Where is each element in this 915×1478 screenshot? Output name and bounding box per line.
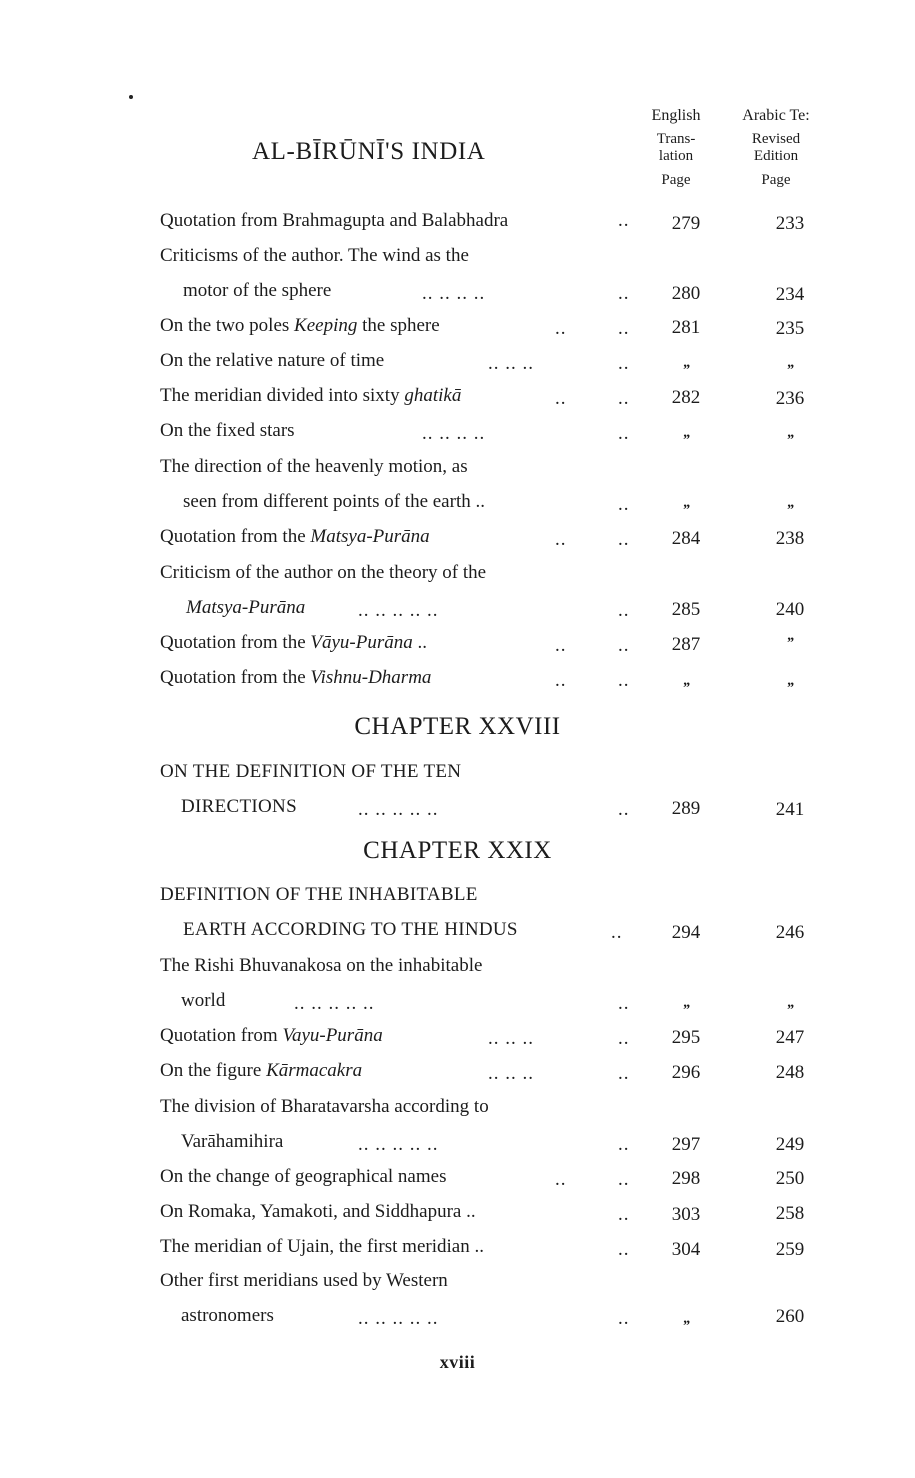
entry-text: Criticism of the author on the theory of the — [160, 562, 487, 583]
leader-dots: .. .. .. .. .. — [294, 993, 375, 1014]
english-page: 303 — [671, 1204, 701, 1225]
entry-text: On Romaka, Yamakoti, and Siddhapura .. — [160, 1201, 476, 1222]
leader-dots: .. — [618, 993, 630, 1014]
english-page-ditto: ” — [682, 362, 690, 378]
arabic-page: 241 — [775, 799, 805, 820]
column-header-english-line3: lation — [658, 148, 694, 164]
entry-text: The Rishi Bhuvanakosa on the inhabitable — [160, 955, 483, 976]
arabic-page: 240 — [775, 599, 805, 620]
arabic-page: 235 — [775, 318, 805, 339]
entry-text: The division of Bharatavarsha according to — [160, 1096, 489, 1117]
leader-dots: .. — [618, 1028, 630, 1049]
entry-text-cont: motor of the sphere — [183, 280, 332, 301]
column-header-arabic-line2: Revised — [751, 131, 801, 147]
leader-dots: .. .. .. .. — [422, 423, 486, 444]
entry-text-pre: Quotation from the — [160, 667, 311, 688]
entry-text — [160, 314, 440, 338]
column-header-arabic-line4: Page — [761, 172, 791, 188]
english-page: 295 — [671, 1027, 701, 1048]
leader-dots: .. — [618, 1308, 630, 1329]
leader-dots: .. .. .. — [488, 1028, 534, 1049]
english-page-ditto: ” — [682, 680, 690, 696]
leader-dots: .. .. .. .. .. — [358, 799, 439, 820]
english-page: 285 — [671, 599, 701, 620]
chapter-heading: CHAPTER XXIX — [363, 837, 552, 864]
entry-text: Criticisms of the author. The wind as the — [160, 245, 469, 266]
arabic-page: 259 — [775, 1239, 805, 1260]
leader-dots: .. — [618, 600, 630, 621]
english-page: 298 — [671, 1168, 701, 1189]
chapter-entry-text: DEFINITION OF THE INHABITABLE — [160, 884, 478, 905]
english-page: 294 — [671, 922, 701, 943]
entry-text-italic: ghatikā — [404, 385, 462, 406]
english-page-ditto: ” — [682, 1318, 690, 1334]
leader-dots: .. — [555, 635, 567, 656]
entry-text-pre: Quotation from the — [160, 632, 311, 653]
entry-text-italic: Vishnu-Dharma — [310, 667, 432, 688]
leader-dots: .. — [618, 423, 630, 444]
leader-dots: .. — [618, 1239, 630, 1260]
leader-dots: .. — [618, 210, 630, 231]
leader-dots: .. — [618, 1169, 630, 1190]
leader-dots: .. — [555, 529, 567, 550]
entry-text-post: the sphere — [357, 315, 440, 336]
arabic-page: 236 — [775, 388, 805, 409]
entry-text: Quotation from Brahmagupta and Balabhadra — [160, 210, 509, 231]
entry-text-cont: astronomers — [181, 1305, 274, 1326]
leader-dots: .. — [618, 318, 630, 339]
arabic-page: 246 — [775, 922, 805, 943]
arabic-page-ditto: ” — [786, 635, 794, 651]
leader-dots: .. — [618, 494, 630, 515]
entry-text — [160, 666, 431, 690]
english-page: 280 — [671, 283, 701, 304]
column-header-english — [636, 107, 716, 189]
column-header-arabic-line3: Edition — [753, 148, 799, 164]
page-number: xviii — [439, 1352, 476, 1372]
entry-text — [160, 1024, 383, 1048]
leader-dots: .. .. .. .. .. — [358, 1308, 439, 1329]
column-header-english-line2: Trans- — [656, 131, 696, 147]
entry-text-italic: Kārmacakra — [266, 1060, 363, 1081]
entry-text: On the relative nature of time — [160, 350, 385, 371]
leader-dots: .. — [618, 283, 630, 304]
leader-dots: .. .. .. — [488, 353, 534, 374]
leader-dots: .. — [618, 353, 630, 374]
entry-text: On the change of geographical names — [160, 1166, 447, 1187]
entry-text: The direction of the heavenly motion, as — [160, 456, 468, 477]
entry-text-italic: Vayu-Purāna — [282, 1025, 383, 1046]
chapter-entry-text: ON THE DEFINITION OF THE TEN — [160, 761, 462, 782]
arabic-page-ditto: ” — [786, 362, 794, 378]
arabic-page-ditto: ” — [786, 432, 794, 448]
leader-dots: .. — [555, 388, 567, 409]
english-page: 287 — [671, 634, 701, 655]
arabic-page-ditto: ” — [786, 680, 794, 696]
leader-dots: .. — [618, 799, 630, 820]
english-page-ditto: ” — [682, 1002, 690, 1018]
arabic-page: 238 — [775, 528, 805, 549]
entry-text — [160, 525, 430, 549]
leader-dots: .. — [618, 670, 630, 691]
entry-text-cont: Varāhamihira — [181, 1131, 284, 1152]
english-page-ditto: ” — [682, 432, 690, 448]
leader-dots: .. — [618, 1063, 630, 1084]
english-page: 304 — [671, 1239, 701, 1260]
entry-text-cont — [186, 596, 305, 620]
leader-dots: .. .. .. .. .. — [358, 600, 439, 621]
leader-dots: .. — [618, 529, 630, 550]
entry-text-cont: seen from different points of the earth .. — [183, 491, 485, 512]
column-header-arabic-line1: Arabic Te: — [742, 107, 810, 124]
arabic-page: 249 — [775, 1134, 805, 1155]
arabic-page: 250 — [775, 1168, 805, 1189]
english-page: 279 — [671, 213, 701, 234]
entry-text-pre: On the two poles — [160, 315, 295, 336]
entry-text-cont: world — [181, 990, 226, 1011]
leader-dots: .. — [618, 1134, 630, 1155]
column-header-arabic — [726, 107, 826, 189]
leader-dots: .. — [618, 1204, 630, 1225]
ink-speck — [129, 95, 133, 99]
entry-text-post: .. — [412, 632, 428, 653]
entry-text-italic: Matsya-Purāna — [186, 597, 306, 618]
chapter-entry-text-cont: EARTH ACCORDING TO THE HINDUS — [183, 919, 518, 940]
arabic-page-ditto: ” — [786, 1002, 794, 1018]
entry-text-italic: Vāyu-Purāna — [310, 632, 413, 653]
english-page: 289 — [671, 798, 701, 819]
entry-text — [160, 1059, 362, 1083]
running-title: AL-BĪRŪNĪ'S INDIA — [252, 138, 486, 165]
english-page-ditto: ” — [682, 502, 690, 518]
english-page: 281 — [671, 317, 701, 338]
chapter-heading: CHAPTER XXVIII — [354, 713, 561, 740]
entry-text-italic: Keeping — [294, 315, 358, 336]
leader-dots: .. — [618, 635, 630, 656]
entry-text-pre: The meridian divided into sixty — [160, 385, 405, 406]
english-page: 284 — [671, 528, 701, 549]
entry-text-italic: Matsya-Purāna — [310, 526, 430, 547]
arabic-page: 247 — [775, 1027, 805, 1048]
leader-dots: .. — [555, 318, 567, 339]
column-header-english-line4: Page — [661, 172, 691, 188]
arabic-page: 260 — [775, 1306, 805, 1327]
english-page: 296 — [671, 1062, 701, 1083]
leader-dots: .. .. .. — [488, 1063, 534, 1084]
english-page: 297 — [671, 1134, 701, 1155]
arabic-page: 233 — [775, 213, 805, 234]
entry-text — [160, 384, 461, 408]
column-header-english-line1: English — [651, 107, 701, 124]
leader-dots: .. — [611, 922, 623, 943]
arabic-page: 234 — [775, 284, 805, 305]
entry-text-pre: Quotation from the — [160, 526, 311, 547]
english-page: 282 — [671, 387, 701, 408]
leader-dots: .. — [555, 1169, 567, 1190]
entry-text-pre: On the figure — [160, 1060, 267, 1081]
entry-text — [160, 631, 427, 655]
arabic-page: 258 — [775, 1203, 805, 1224]
leader-dots: .. .. .. .. .. — [358, 1134, 439, 1155]
leader-dots: .. — [618, 388, 630, 409]
arabic-page-ditto: ” — [786, 502, 794, 518]
entry-text: The meridian of Ujain, the first meridian .. — [160, 1236, 484, 1257]
entry-text-pre: Quotation from — [160, 1025, 283, 1046]
leader-dots: .. .. .. .. — [422, 283, 486, 304]
entry-text: Other first meridians used by Western — [160, 1270, 448, 1291]
leader-dots: .. — [555, 670, 567, 691]
entry-text: On the fixed stars — [160, 420, 295, 441]
chapter-entry-text-cont: DIRECTIONS — [181, 796, 297, 817]
arabic-page: 248 — [775, 1062, 805, 1083]
